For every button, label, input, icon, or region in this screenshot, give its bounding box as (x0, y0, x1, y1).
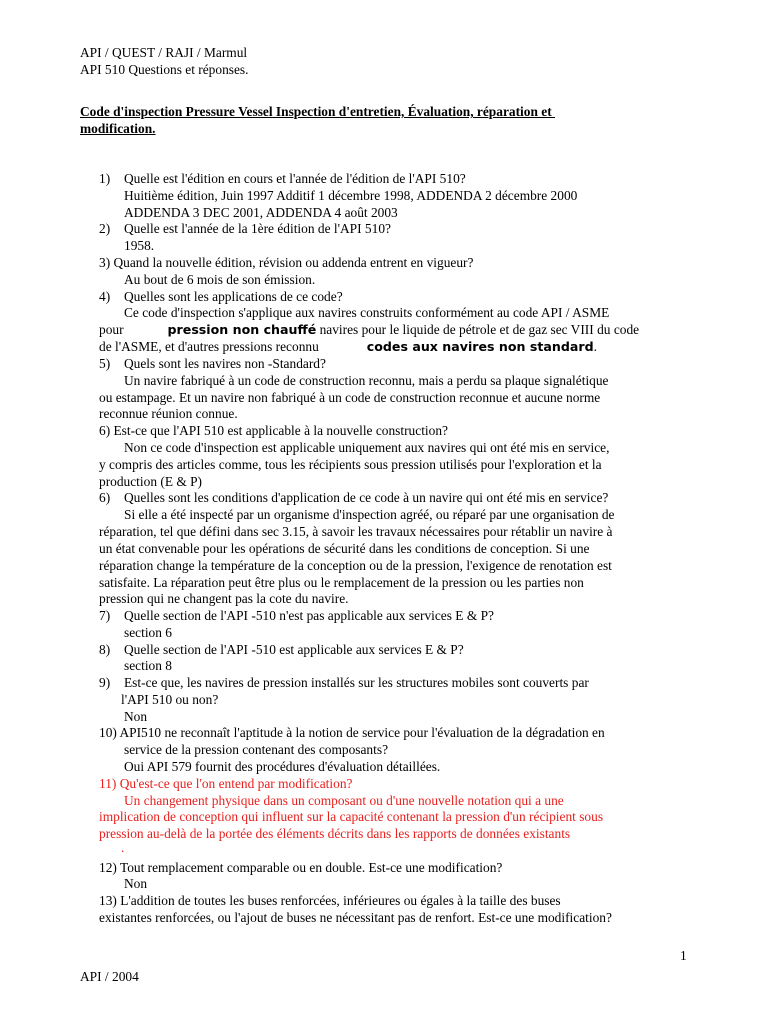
question-text: 12) Tout remplacement comparable ou en double. Est-ce une modification? (99, 860, 503, 875)
answer-text: Au bout de 6 mois de son émission. (124, 272, 316, 287)
answer-text-prefix: pour (99, 322, 124, 337)
answer-text: ou estampage. Et un navire non fabriqué à un code de construction reconnue et aucune norme (99, 390, 601, 405)
document-title-line-2: modification. (80, 121, 156, 136)
question-number: 5) (99, 356, 111, 371)
answer-text: 1958. (124, 238, 155, 253)
answer-text: production (E & P) (99, 474, 203, 489)
answer-text: réparation change la température de la conception ou de la pression, l'exigence de renotation est (99, 558, 612, 573)
page-number: 1 (680, 948, 687, 963)
document-title-line-1: Code d'inspection Pressure Vessel Inspection d'entretien, Évaluation, réparation et (80, 104, 556, 119)
answer-text-suffix: . (593, 339, 597, 354)
answer-text: section 6 (124, 625, 172, 640)
highlighted-answer-text: implication de conception qui influent sur la capacité contenant la pression d'un récipient sous (99, 809, 604, 824)
question-text: Quelles sont les applications de ce code? (124, 289, 343, 304)
answer-text-prefix: de l'ASME, et d'autres pressions reconnu (99, 339, 319, 354)
answer-text: réparation, tel que défini dans sec 3.15, à savoir les travaux nécessaires pour rétablir un navire à (99, 524, 613, 539)
question-number: 2) (99, 221, 111, 236)
question-text: Est-ce que, les navires de pression installés sur les structures mobiles sont couverts par (124, 675, 589, 690)
answer-text: Huitième édition, Juin 1997 Additif 1 décembre 1998, ADDENDA 2 décembre 2000 (124, 188, 578, 203)
answer-text (99, 322, 639, 338)
answer-text: section 8 (124, 658, 172, 673)
answer-text: satisfaite. La réparation peut être plus ou le remplacement de la pression ou les parties non (99, 575, 584, 590)
question-text: Quels sont les navires non -Standard? (124, 356, 326, 371)
answer-text-suffix: navires pour le liquide de pétrole et de gaz sec VIII du code (316, 322, 640, 337)
answer-text: Si elle a été inspecté par un organisme d'inspection agréé, ou réparé par une organisation de (124, 507, 615, 522)
header-line-1: API / QUEST / RAJI / Marmul (80, 45, 248, 60)
highlighted-answer-text: pression au-delà de la portée des éléments décrits dans les rapports de données existants (99, 826, 571, 841)
question-text: l'API 510 ou non? (121, 692, 219, 707)
footer-text: API / 2004 (80, 969, 139, 984)
answer-text: Non (124, 876, 148, 891)
question-text: service de la pression contenant des composants? (124, 742, 389, 757)
emphasis-text: codes aux navires non standard (366, 339, 594, 354)
answer-text: ADDENDA 3 DEC 2001, ADDENDA 4 août 2003 (124, 205, 398, 220)
question-text: 3) Quand la nouvelle édition, révision ou addenda entrent en vigueur? (99, 255, 474, 270)
emphasis-text: pression non chauffé (167, 322, 317, 337)
answer-text: pression qui ne changent pas la cote du navire. (99, 591, 349, 606)
question-number: 9) (99, 675, 111, 690)
question-text: Quelle section de l'API -510 n'est pas applicable aux services E & P? (124, 608, 494, 623)
question-text: Quelles sont les conditions d'application de ce code à un navire qui ont été mis en service? (124, 490, 609, 505)
highlighted-answer-text: Un changement physique dans un composant ou d'une nouvelle notation qui a une (124, 793, 564, 808)
question-number: 4) (99, 289, 111, 304)
answer-text: un état convenable pour les opérations de sécurité dans les conditions de conception. Si une (99, 541, 590, 556)
answer-text: reconnue réunion connue. (99, 406, 238, 421)
question-number: 7) (99, 608, 111, 623)
question-text: 10) API510 ne reconnaît l'aptitude à la notion de service pour l'évaluation de la dégradation en (99, 725, 605, 740)
highlighted-question-text: 11) Qu'est-ce que l'on entend par modification? (99, 776, 353, 791)
question-text: existantes renforcées, ou l'ajout de buses ne nécessitant pas de renfort. Est-ce une modification? (99, 910, 612, 925)
answer-text: Un navire fabriqué à un code de construction reconnu, mais a perdu sa plaque signalétique (124, 373, 609, 388)
question-text: Quelle est l'édition en cours et l'année de l'édition de l'API 510? (124, 171, 466, 186)
question-number: 6) (99, 490, 111, 505)
answer-text: Ce code d'inspection s'applique aux navires construits conformément au code API / ASME (124, 305, 610, 320)
question-number: 1) (99, 171, 111, 186)
highlighted-answer-text: . (121, 840, 125, 855)
answer-text: Non (124, 709, 148, 724)
answer-text: Non ce code d'inspection est applicable uniquement aux navires qui ont été mis en service, (124, 440, 610, 455)
question-number: 8) (99, 642, 111, 657)
question-text: Quelle section de l'API -510 est applicable aux services E & P? (124, 642, 464, 657)
question-text: Quelle est l'année de la 1ère édition de l'API 510? (124, 221, 391, 236)
answer-text: y compris des articles comme, tous les récipients sous pression utilisés pour l'exploration et la (99, 457, 602, 472)
header-line-2: API 510 Questions et réponses. (80, 62, 249, 77)
question-text: 13) L'addition de toutes les buses renforcées, inférieures ou égales à la taille des buses (99, 893, 561, 908)
answer-text (99, 339, 597, 355)
answer-text: Oui API 579 fournit des procédures d'évaluation détaillées. (124, 759, 441, 774)
question-text: 6) Est-ce que l'API 510 est applicable à la nouvelle construction? (99, 423, 448, 438)
